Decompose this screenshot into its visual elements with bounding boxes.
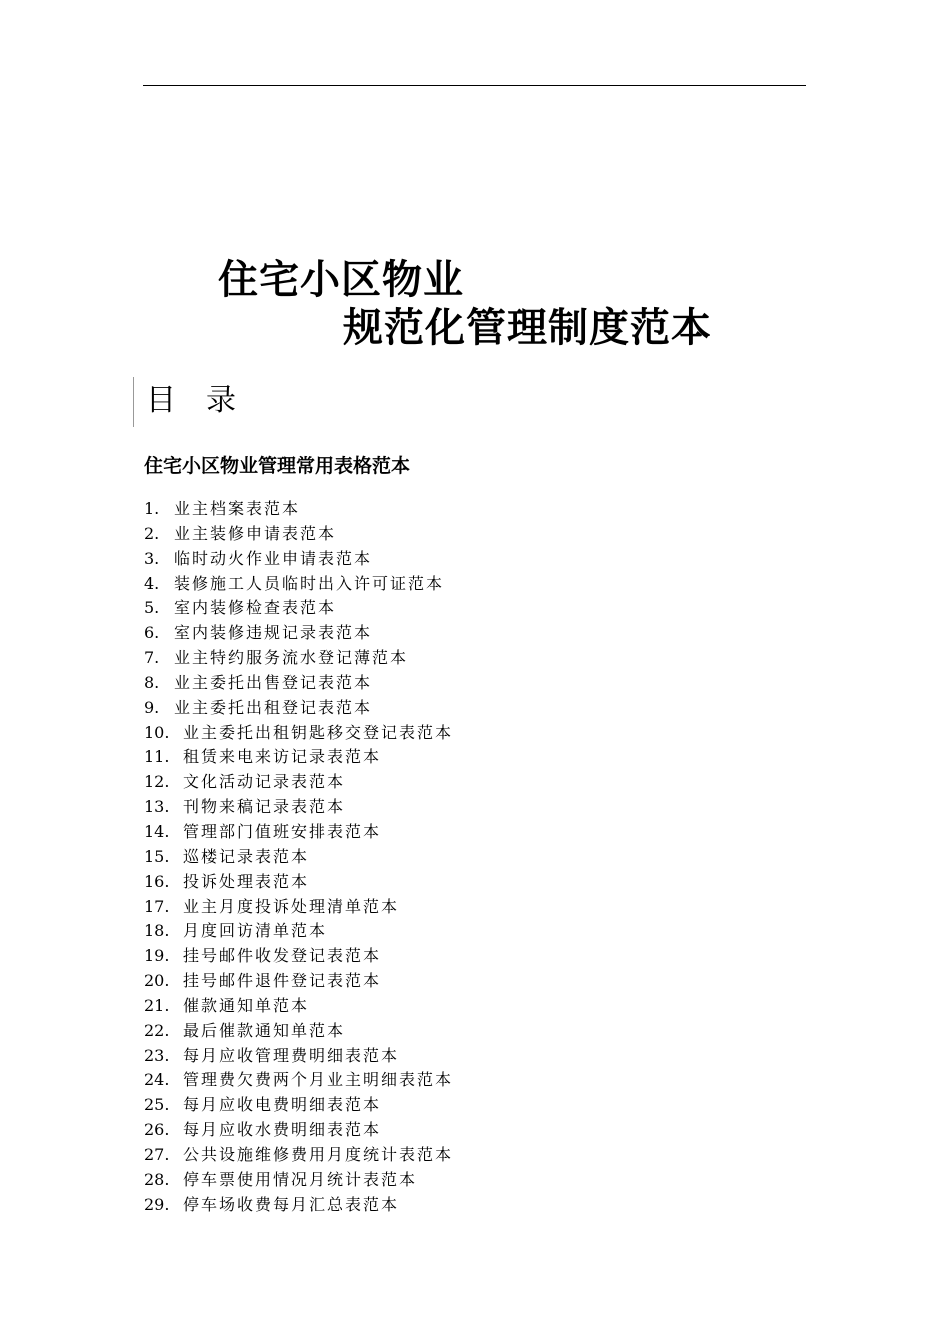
toc-item-text: 租赁来电来访记录表范本 xyxy=(183,747,382,767)
toc-item-number: 21. xyxy=(144,995,170,1015)
toc-item-number: 1. xyxy=(144,499,160,518)
toc-item-text: 业主委托出售登记表范本 xyxy=(174,672,373,692)
toc-item[interactable] xyxy=(144,596,453,621)
toc-item[interactable] xyxy=(144,895,453,920)
toc-item-text: 月度回访清单范本 xyxy=(183,921,328,941)
toc-item-text: 装修施工人员临时出入许可证范本 xyxy=(174,573,445,593)
toc-item-number: 8. xyxy=(144,672,160,692)
toc-item-number: 6. xyxy=(144,623,160,643)
toc-item-number: 5. xyxy=(144,598,160,618)
toc-item[interactable] xyxy=(144,919,453,944)
toc-item-text: 业主月度投诉处理清单范本 xyxy=(183,896,400,916)
toc-item-text: 业主档案表范本 xyxy=(174,499,301,518)
toc-item-number: 17. xyxy=(144,896,170,916)
toc-item[interactable] xyxy=(144,572,453,597)
toc-item-text: 文化活动记录表范本 xyxy=(183,772,346,792)
toc-item-number: 2. xyxy=(144,523,160,543)
toc-item-text: 业主委托出租登记表范本 xyxy=(174,697,373,717)
toc-item-number: 22. xyxy=(144,1020,170,1040)
toc-item-text: 室内装修检查表范本 xyxy=(174,598,337,618)
toc-item[interactable] xyxy=(144,696,453,721)
toc-item-text: 临时动火作业申请表范本 xyxy=(174,548,373,568)
toc-item[interactable] xyxy=(144,671,453,696)
toc-item-text: 公共设施维修费用月度统计表范本 xyxy=(183,1144,454,1164)
toc-item[interactable] xyxy=(144,820,453,845)
toc-item[interactable] xyxy=(144,795,453,820)
toc-item[interactable] xyxy=(144,1143,453,1168)
toc-item-text: 最后催款通知单范本 xyxy=(183,1020,346,1040)
toc-item-text: 业主委托出租钥匙移交登记表范本 xyxy=(183,722,454,742)
toc-heading: 目录 xyxy=(146,383,266,418)
toc-item[interactable] xyxy=(144,621,453,646)
toc-item-number: 29. xyxy=(144,1194,170,1214)
toc-item-number: 27. xyxy=(144,1144,170,1164)
header-rule xyxy=(143,85,806,86)
toc-item-number: 11. xyxy=(144,747,170,767)
toc-item-number: 15. xyxy=(144,846,170,866)
toc-item-number: 9. xyxy=(144,697,160,717)
toc-item-text: 挂号邮件退件登记表范本 xyxy=(183,971,382,991)
toc-list xyxy=(144,497,453,1217)
toc-item[interactable] xyxy=(144,770,453,795)
toc-item[interactable] xyxy=(144,1044,453,1069)
toc-item-number: 7. xyxy=(144,648,160,668)
toc-item[interactable] xyxy=(144,969,453,994)
toc-item-text: 刊物来稿记录表范本 xyxy=(183,797,346,817)
toc-item-text: 业主装修申请表范本 xyxy=(174,523,337,543)
toc-item-number: 10. xyxy=(144,722,170,742)
toc-item-number: 23. xyxy=(144,1045,170,1065)
toc-item-text: 管理部门值班安排表范本 xyxy=(183,821,382,841)
toc-item[interactable] xyxy=(144,1168,453,1193)
toc-item-text: 管理费欠费两个月业主明细表范本 xyxy=(183,1070,454,1090)
toc-item[interactable] xyxy=(144,497,453,522)
document-title-line-1: 住宅小区物业 xyxy=(218,257,464,303)
toc-item-text: 停车场收费每月汇总表范本 xyxy=(183,1194,400,1214)
toc-item-number: 12. xyxy=(144,772,170,792)
toc-item-number: 16. xyxy=(144,871,170,891)
toc-item[interactable] xyxy=(144,944,453,969)
toc-item-text: 催款通知单范本 xyxy=(183,995,310,1015)
toc-item-number: 14. xyxy=(144,821,170,841)
toc-item[interactable] xyxy=(144,845,453,870)
toc-item[interactable] xyxy=(144,1019,453,1044)
toc-item-number: 20. xyxy=(144,971,170,991)
toc-item[interactable] xyxy=(144,1193,453,1218)
toc-item[interactable] xyxy=(144,1068,453,1093)
toc-item-text: 巡楼记录表范本 xyxy=(183,846,310,866)
toc-item[interactable] xyxy=(144,745,453,770)
section-heading: 住宅小区物业管理常用表格范本 xyxy=(144,455,411,477)
toc-item-number: 19. xyxy=(144,946,170,966)
toc-item[interactable] xyxy=(144,646,453,671)
toc-item-number: 3. xyxy=(144,548,160,568)
toc-item-number: 13. xyxy=(144,797,170,817)
toc-heading-bar xyxy=(133,377,134,427)
toc-item-number: 4. xyxy=(144,573,160,593)
toc-item-text: 停车票使用情况月统计表范本 xyxy=(183,1169,418,1189)
toc-item-number: 28. xyxy=(144,1169,170,1189)
toc-item-text: 投诉处理表范本 xyxy=(183,871,310,891)
toc-item[interactable] xyxy=(144,1118,453,1143)
toc-item[interactable] xyxy=(144,994,453,1019)
toc-item-number: 18. xyxy=(144,921,170,941)
toc-item[interactable] xyxy=(144,721,453,746)
toc-item-text: 每月应收水费明细表范本 xyxy=(183,1120,382,1140)
toc-item-number: 25. xyxy=(144,1095,170,1115)
toc-item-text: 每月应收管理费明细表范本 xyxy=(183,1045,400,1065)
toc-item-text: 业主特约服务流水登记薄范本 xyxy=(174,648,409,668)
toc-item[interactable] xyxy=(144,1093,453,1118)
toc-item-text: 每月应收电费明细表范本 xyxy=(183,1095,382,1115)
toc-item[interactable] xyxy=(144,522,453,547)
toc-item-number: 24. xyxy=(144,1070,170,1090)
toc-item[interactable] xyxy=(144,870,453,895)
toc-item-text: 挂号邮件收发登记表范本 xyxy=(183,946,382,966)
toc-item-number: 26. xyxy=(144,1120,170,1140)
toc-item-text: 室内装修违规记录表范本 xyxy=(174,623,373,643)
toc-item[interactable] xyxy=(144,547,453,572)
document-title-line-2: 规范化管理制度范本 xyxy=(343,305,712,351)
